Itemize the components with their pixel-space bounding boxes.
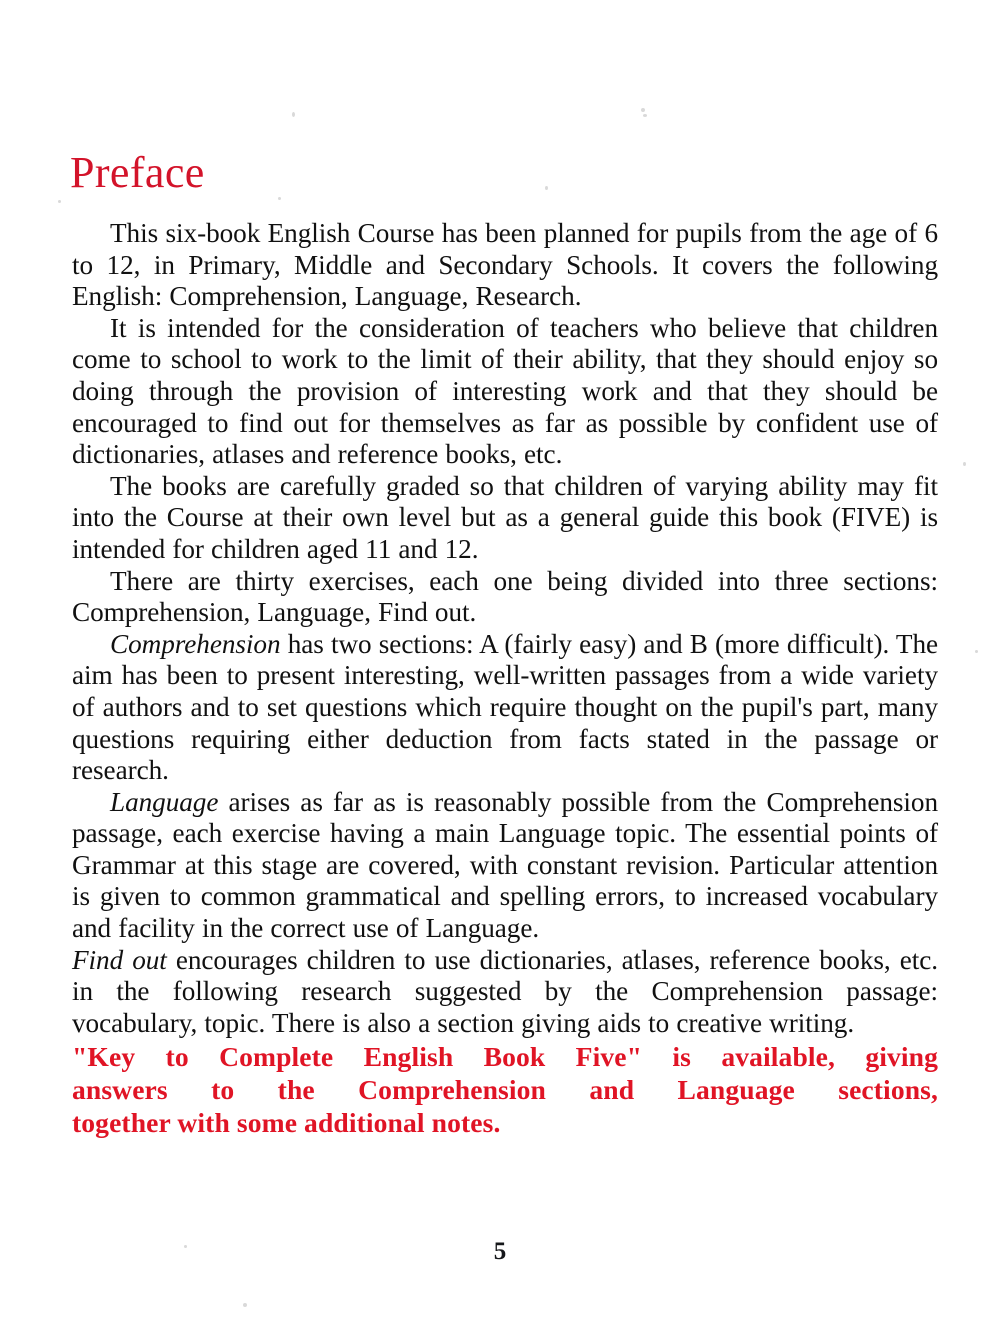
- key-availability-notice: [72, 1040, 938, 1139]
- paragraph-7-find-out: [72, 945, 938, 1040]
- page-number: 5: [493, 1238, 507, 1265]
- page-title: Preface: [70, 148, 205, 198]
- paragraph-7-lead-term: Find out: [72, 944, 167, 975]
- paragraph-5-comprehension: [72, 629, 938, 787]
- scan-speck: [243, 1303, 247, 1307]
- paragraph-4: [72, 566, 938, 629]
- paragraph-7-text: encourages children to use dictionaries, atlases, reference books, etc. in the following research suggested by the Comprehension passage: vocabulary, topic. There is also a section giving aids to creative writing.: [72, 944, 939, 1038]
- paragraph-3: [72, 471, 938, 566]
- paragraph-5-text: has two sections: A (fairly easy) and B (more difficult). The aim has been to present interesting, well-written passages from a wide variety of authors and to set questions which require thought on the pupil's part, many questions requiring either deduction from facts stated in the passage or research.: [72, 628, 938, 786]
- scan-speck: [278, 197, 281, 200]
- key-notice-line-2: answers to the Comprehension and Language sections,: [72, 1074, 938, 1106]
- scan-speck: [643, 114, 647, 117]
- paragraph-3-text: The books are carefully graded so that children of varying ability may fit into the Course at their own level but as a general guide this book (FIVE) is intended for children aged 11 and 12.: [72, 470, 938, 564]
- paragraph-4-text: There are thirty exercises, each one being divided into three sections: Comprehension, Language, Find out.: [72, 565, 938, 628]
- scan-speck: [292, 112, 295, 117]
- paragraph-6-language: [72, 787, 938, 945]
- preface-body: [72, 218, 938, 1139]
- paragraph-2: [72, 313, 938, 471]
- paragraph-6-text: arises as far as is reasonably possible from the Comprehension passage, each exercise having a main Language topic. The essential points of Grammar at this stage are covered, with constant revision. Particular attention is given to common grammatical and spelling errors, to increased vocabulary and facility in the correct use of Language.: [72, 786, 938, 944]
- key-notice-line-3: together with some additional notes.: [72, 1107, 501, 1139]
- paragraph-2-text: It is intended for the consideration of teachers who believe that children come to school to work to the limit of their ability, that they should enjoy so doing through the provision of interesting work and that they should be encouraged to find out for themselves as far as possible by confident use of dictionaries, atlases and reference books, etc.: [72, 312, 938, 470]
- scan-speck: [545, 186, 548, 190]
- key-notice-line-1: "Key to Complete English Book Five" is available, giving: [72, 1041, 938, 1073]
- scan-speck: [963, 462, 966, 466]
- paragraph-6-lead-term: Language: [110, 786, 219, 817]
- scan-speck: [975, 650, 978, 653]
- paragraph-5-lead-term: Comprehension: [110, 628, 281, 659]
- scan-speck: [641, 108, 645, 112]
- paragraph-1-text: This six-book English Course has been planned for pupils from the age of 6 to 12, in Primary, Middle and Secondary Schools. It covers the following English: Comprehension, Language, Research.: [72, 218, 938, 312]
- scan-speck: [58, 200, 61, 203]
- paragraph-1: [72, 218, 938, 313]
